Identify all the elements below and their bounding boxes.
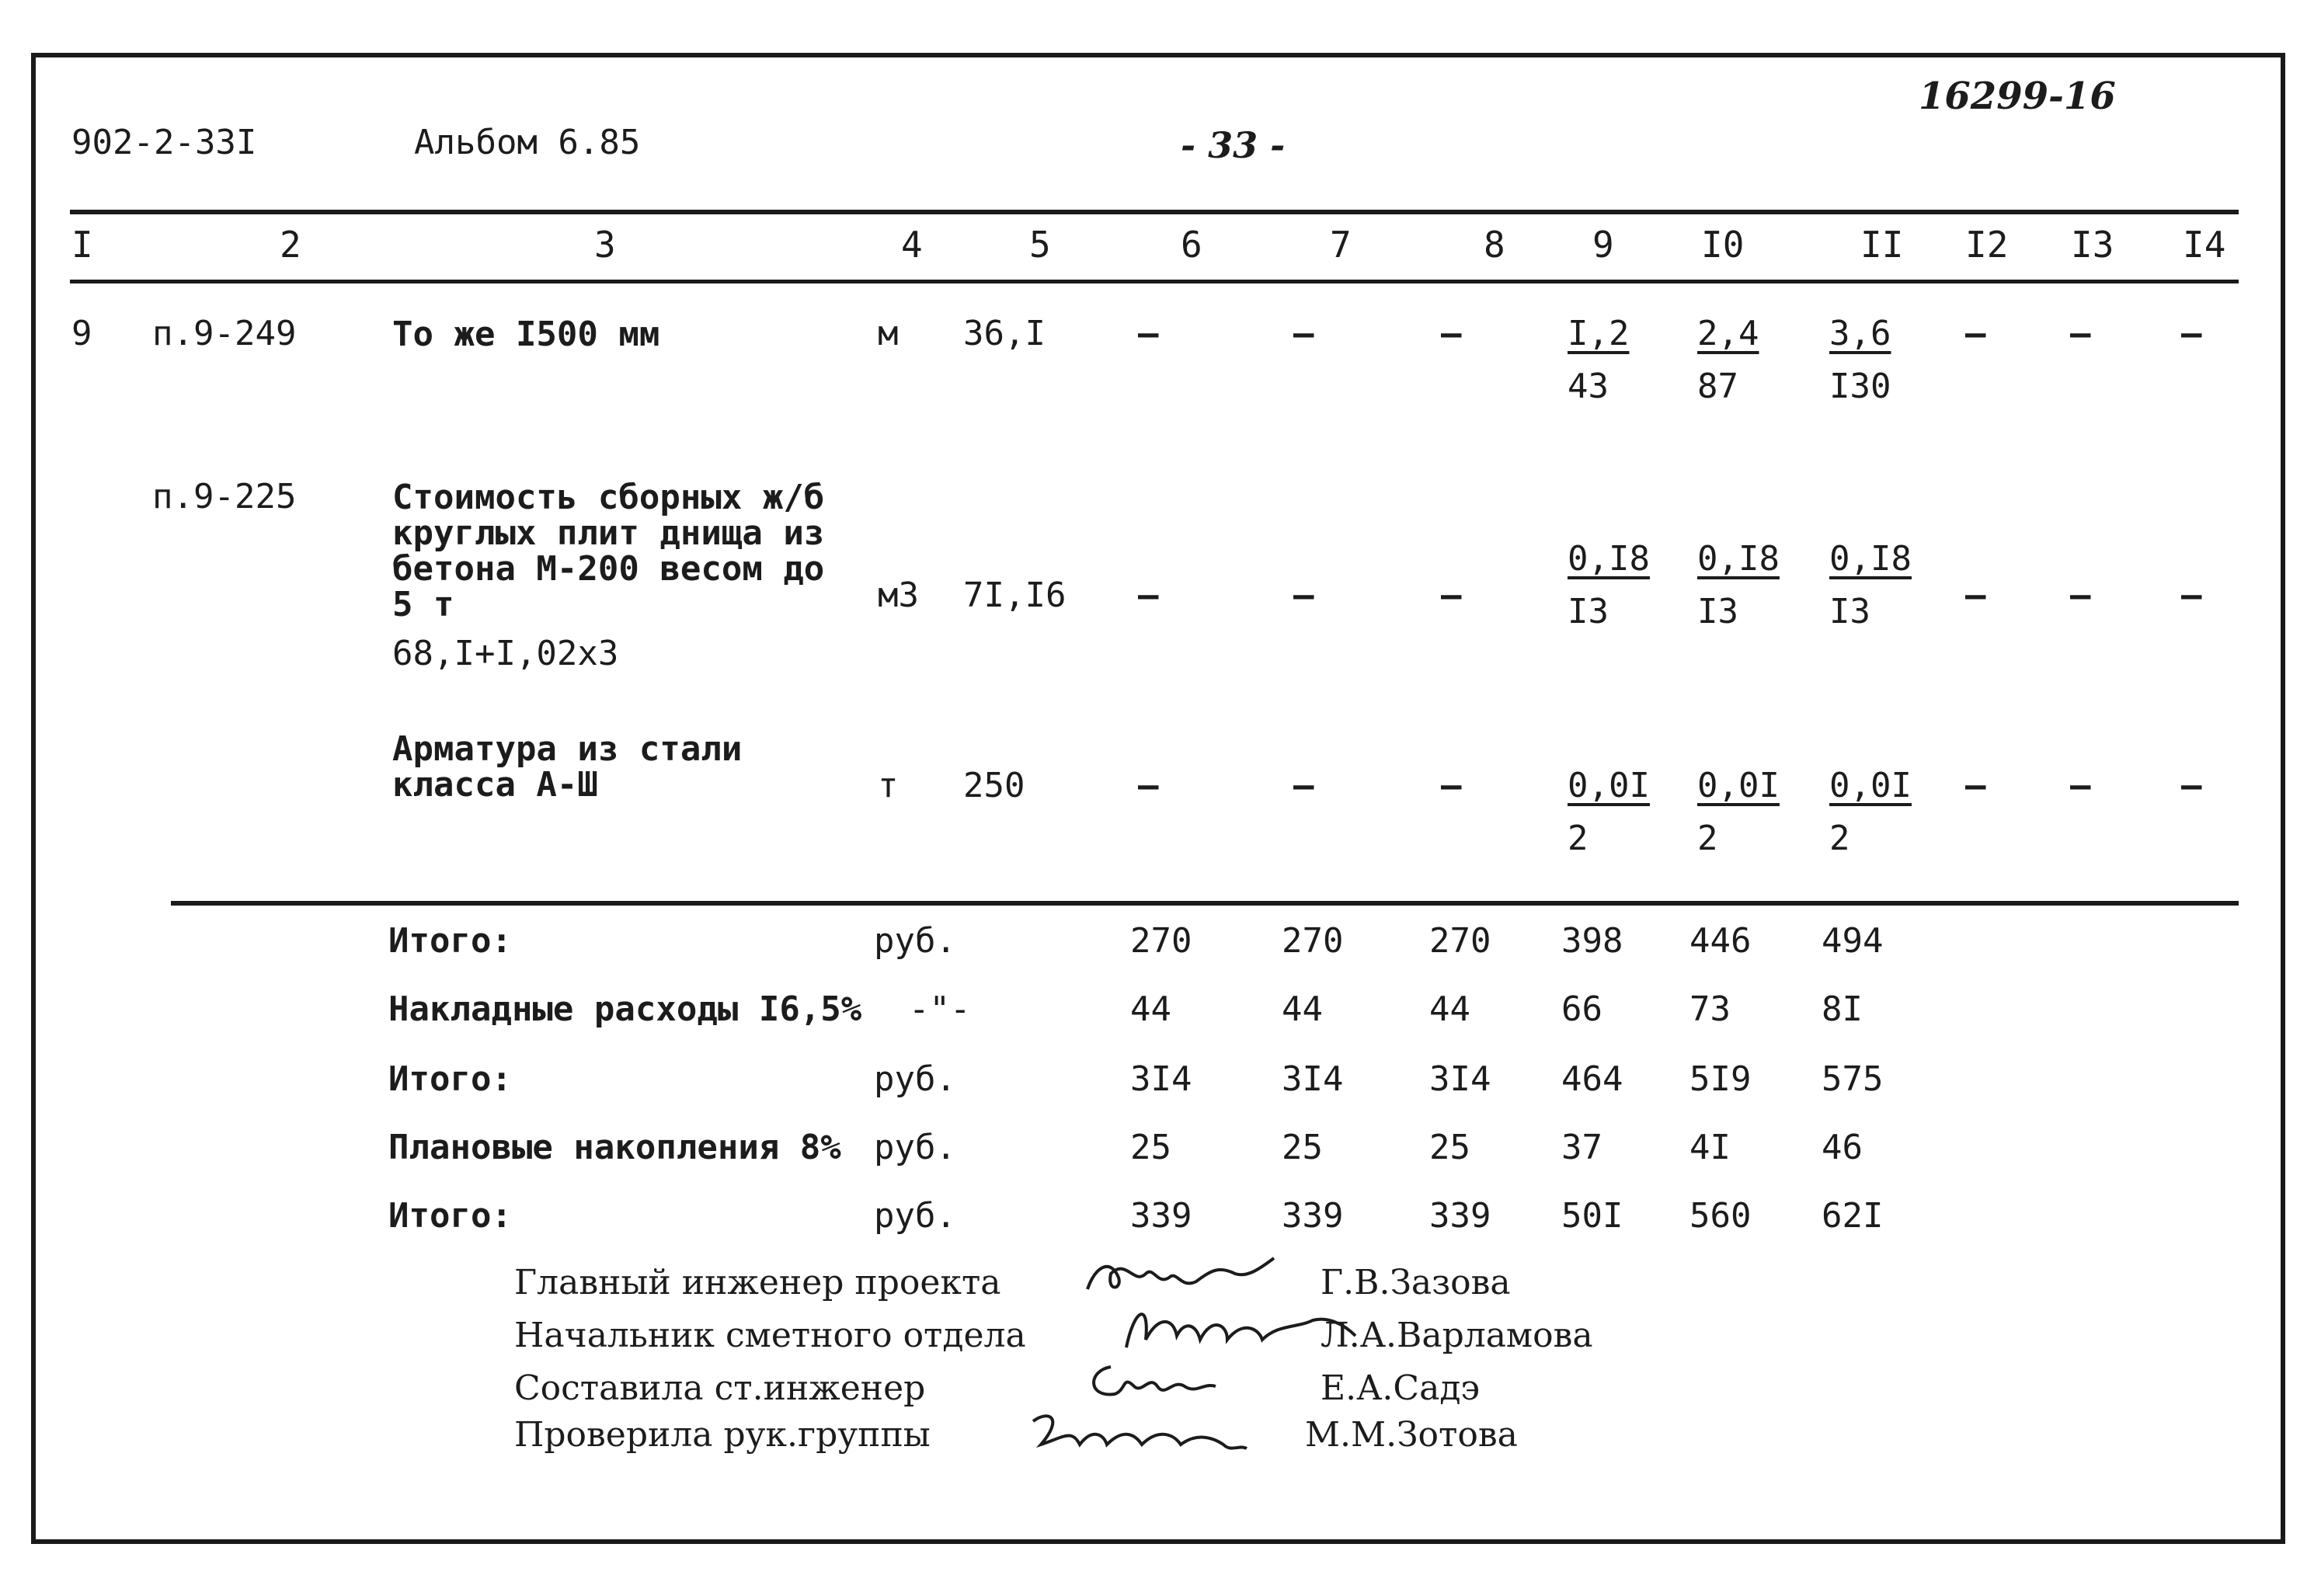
unit-price: 250 [963,766,1025,805]
totals-value: 494 [1822,921,1884,961]
column-header: 3 [594,224,616,266]
totals-value: 3I4 [1130,1059,1192,1099]
totals-label: Накладные расходы I6,5% [388,989,862,1029]
column-header: I [71,224,93,266]
cost-value: 87 [1697,367,1738,406]
cost-value: I3 [1697,592,1738,631]
signatory-name: Е.А.Садэ [1321,1368,1481,1408]
signatory-name: Л.А.Варламова [1321,1316,1593,1355]
signature-zotova [1018,1398,1251,1468]
quantity-value: 0,0I [1829,766,1912,805]
cost-value: 2 [1697,819,1718,858]
item-description: Арматура из стали класса А-Ш [392,729,743,805]
column-header: 6 [1181,224,1202,266]
unit-price: 7I,I6 [963,575,1067,615]
signatory-role: Проверила рук.группы [514,1415,931,1455]
header-top-rule [70,210,2239,214]
cell-col12: – [1965,314,1986,353]
unit-price: 36,I [963,314,1046,353]
cost-value: 2 [1568,819,1589,858]
cost-value: I3 [1829,592,1870,631]
totals-value: 339 [1282,1196,1344,1236]
totals-value: 62I [1822,1196,1884,1236]
totals-value: 50I [1561,1196,1623,1236]
totals-value: 37 [1561,1128,1602,1167]
totals-unit: руб. [874,921,956,961]
item-formula: 68,I+I,02x3 [392,634,619,673]
totals-value: 25 [1429,1128,1470,1167]
cell-col14: – [2181,314,2202,353]
cell-col7: – [1293,314,1314,353]
cell-col12: – [1965,575,1986,615]
totals-value: 44 [1130,989,1171,1029]
quantity-value: 2,4 [1697,314,1759,353]
cell-col8: – [1441,314,1462,353]
column-header: II [1860,224,1904,266]
cost-value: I30 [1829,367,1891,406]
totals-value: 270 [1130,921,1192,961]
cell-col7: – [1293,575,1314,615]
column-header: 2 [280,224,301,266]
signatory-name: Г.В.Зазова [1321,1263,1511,1302]
signatory-name: М.М.Зотова [1305,1415,1518,1455]
column-header: I3 [2071,224,2114,266]
item-code: п.9-225 [152,477,297,516]
header-bottom-rule [70,280,2239,283]
totals-value: 464 [1561,1059,1623,1099]
signatory-role: Составила ст.инженер [514,1368,926,1408]
signatory-role: Главный инженер проекта [514,1263,1001,1302]
unit: т [878,766,899,805]
totals-value: 66 [1561,989,1602,1029]
item-description: Стоимость сборных ж/б круглых плит днища из бетона М-200 весом до 5 т [392,478,825,624]
column-header: 5 [1029,224,1051,266]
column-header: I4 [2183,224,2226,266]
signatory-role: Начальник сметного отдела [514,1316,1026,1355]
quantity-value: 0,I8 [1829,539,1912,579]
totals-value: 398 [1561,921,1623,961]
totals-label: Итого: [388,1196,512,1236]
totals-value: 44 [1282,989,1323,1029]
quantity-value: I,2 [1568,314,1630,353]
cell-col13: – [2070,766,2091,805]
quantity-value: 0,I8 [1697,539,1780,579]
column-header: 9 [1592,224,1614,266]
cell-col12: – [1965,766,1986,805]
cell-col14: – [2181,575,2202,615]
totals-label: Итого: [388,921,512,961]
cost-value: 43 [1568,367,1609,406]
item-code: п.9-249 [152,314,297,353]
cell-col7: – [1293,766,1314,805]
column-header: I2 [1965,224,2009,266]
totals-value: 446 [1689,921,1752,961]
unit: м3 [878,575,919,615]
column-header: I0 [1701,224,1745,266]
cell-col13: – [2070,575,2091,615]
album-label: Альбом 6.85 [414,123,641,162]
totals-value: 3I4 [1282,1059,1344,1099]
totals-rule [171,901,2239,906]
totals-value: 8I [1822,989,1863,1029]
cost-value: I3 [1568,592,1609,631]
totals-value: 5I9 [1689,1059,1752,1099]
totals-unit: руб. [874,1196,956,1236]
unit: м [878,314,899,353]
totals-value: 3I4 [1429,1059,1491,1099]
cell-col14: – [2181,766,2202,805]
totals-value: 339 [1429,1196,1491,1236]
totals-value: 339 [1130,1196,1192,1236]
item-description: То же I500 мм [392,315,660,354]
totals-value: 270 [1429,921,1491,961]
column-header: 4 [901,224,923,266]
document-code: 902-2-33I [71,123,257,162]
totals-value: 575 [1822,1059,1884,1099]
totals-value: 46 [1822,1128,1863,1167]
totals-value: 4I [1689,1128,1731,1167]
quantity-value: 0,0I [1697,766,1780,805]
totals-unit: руб. [874,1128,956,1167]
totals-label: Плановые накопления 8% [388,1128,841,1167]
column-header: 8 [1484,224,1505,266]
quantity-value: 3,6 [1829,314,1891,353]
totals-value: 560 [1689,1196,1752,1236]
totals-unit: -"- [909,989,971,1029]
totals-value: 25 [1282,1128,1323,1167]
cost-value: 2 [1829,819,1850,858]
cell-col6: – [1138,766,1159,805]
totals-label: Итого: [388,1059,512,1099]
cell-col8: – [1441,575,1462,615]
totals-value: 73 [1689,989,1731,1029]
column-header: 7 [1330,224,1352,266]
page-number: - 33 - [1181,124,1286,166]
cell-col6: – [1138,314,1159,353]
archive-stamp-number: 16299-16 [1919,75,2116,118]
quantity-value: 0,I8 [1568,539,1650,579]
totals-value: 270 [1282,921,1344,961]
totals-value: 44 [1429,989,1470,1029]
cell-col8: – [1441,766,1462,805]
cell-col13: – [2070,314,2091,353]
quantity-value: 0,0I [1568,766,1650,805]
cell-col6: – [1138,575,1159,615]
totals-value: 25 [1130,1128,1171,1167]
row-number: 9 [71,314,92,353]
totals-unit: руб. [874,1059,956,1099]
